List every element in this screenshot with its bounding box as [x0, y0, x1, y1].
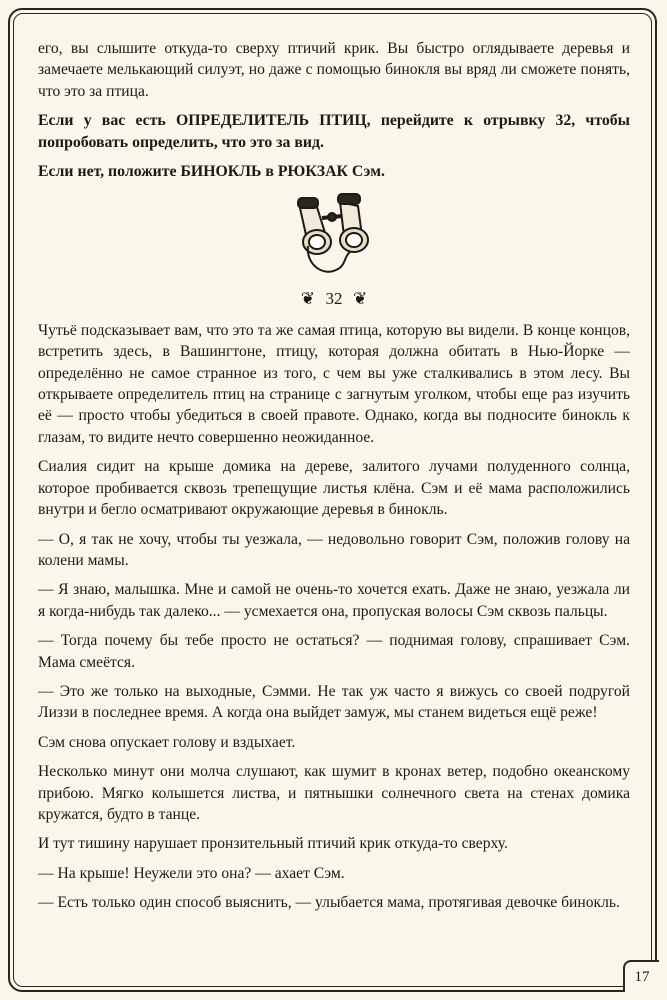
instruction-bird-guide: Если у вас есть ОПРЕДЕЛИТЕЛЬ ПТИЦ, перейдите к отрывку 32, чтобы попробовать определить, что это за вид.: [38, 112, 630, 151]
flower-ornament-icon: ❦: [353, 289, 368, 309]
paragraph: — О, я так не хочу, чтобы ты уезжала, — недовольно говорит Сэм, положив голову на колени мамы.: [38, 530, 630, 569]
paragraph: Чутьё подсказывает вам, что это та же самая птица, которую вы видели. В конце концов, встретить здесь, в Вашингтоне, птицу, которая должна обитать в Нью-Йорке — определённо не самое странное из того, с чем вы уже сталкивались в этом лесу. Вы открываете определитель птиц на странице с загнутым уголком, чтобы еще раз изучить её — просто чтобы убедиться в своей правоте. Однако, когда вы подносите бинокль к глазам, то видите нечто совершенно неожиданное.: [38, 321, 630, 446]
illustration: [38, 190, 630, 282]
section-heading: [38, 288, 630, 309]
paragraph: — На крыше! Неужели это она? — ахает Сэм.: [38, 864, 345, 882]
paragraph: — Это же только на выходные, Сэмми. Не так уж часто я вижусь со своей подругой Лиззи в последнее время. А когда она выйдет замуж, мы станем видеться ещё реже!: [38, 682, 630, 722]
paragraph: его, вы слышите откуда-то сверху птичий крик. Вы быстро оглядываете деревья и замечаете мелькающий силуэт, но даже с помощью бинокля вы вряд ли сможете понять, что это за птица.: [38, 40, 630, 100]
paragraph: — Я знаю, малышка. Мне и самой не очень-то хочется ехать. Даже не знаю, уезжала ли я когда-нибудь так далеко... — усмехается она, пропуская волосы Сэм сквозь пальцы.: [38, 581, 630, 620]
page-content: [38, 38, 630, 922]
paragraph: — Есть только один способ выяснить, — улыбается мама, протягивая девочке бинокль.: [38, 894, 620, 912]
section-number: 32: [325, 289, 343, 309]
paragraph: Сиалия сидит на крыше домика на дереве, залитого лучами полуденного солнца, которое пробивается сквозь трепещущие листья клёна. Сэм и её мама расположились внутри и бегло осматривают окружающие деревья в бинокль.: [38, 458, 630, 519]
paragraph: — Тогда почему бы тебе просто не остаться? — поднимая голову, спрашивает Сэм. Мама смеётся.: [38, 632, 630, 671]
paragraph: Несколько минут они молча слушают, как шумит в кронах ветер, подобно океанскому прибою. Мягко колышется листва, и пятнышки солнечного света на стенах домика кружатся, будто в танце.: [38, 763, 630, 823]
instruction-backpack: Если нет, положите БИНОКЛЬ в РЮКЗАК Сэм.: [38, 163, 385, 181]
paragraph: Сэм снова опускает голову и вздыхает.: [38, 733, 296, 751]
binoculars-icon: [286, 190, 382, 282]
flower-ornament-icon: ❦: [300, 289, 315, 309]
paragraph: И тут тишину нарушает пронзительный птичий крик откуда-то сверху.: [38, 835, 508, 853]
page-number: 17: [623, 960, 659, 992]
